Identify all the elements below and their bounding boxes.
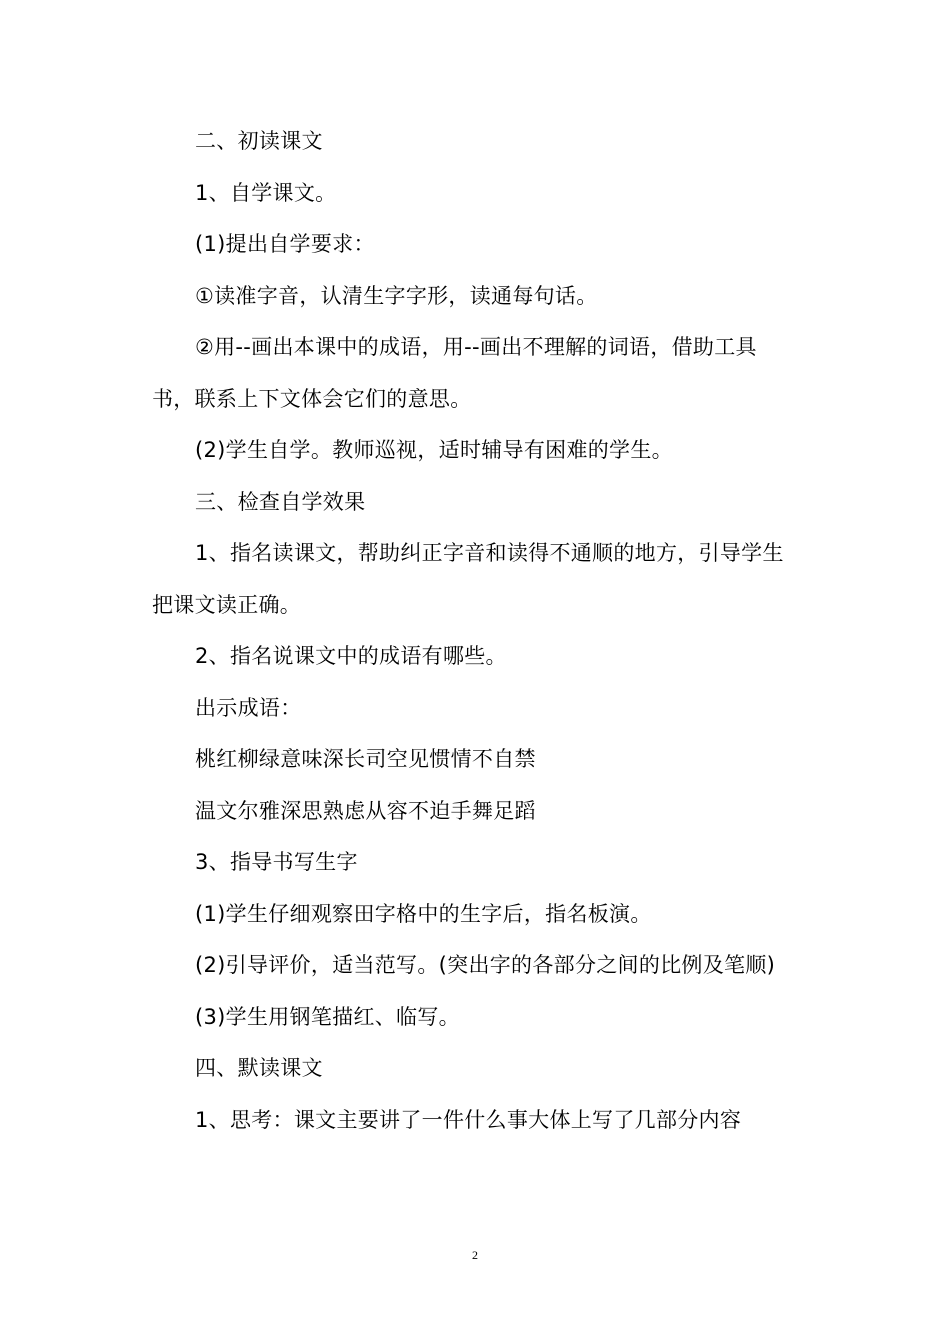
section-heading-silent-reading: 四、默读课文 bbox=[195, 1056, 323, 1080]
paragraph-requirement-1: ①读准字音，认清生字字形，读通每句话。 bbox=[195, 283, 598, 308]
paragraph-observe-characters: (1)学生仔细观察田字格中的生字后，指名板演。 bbox=[195, 901, 652, 926]
paragraph-trace: (3)学生用钢笔描红、临写。 bbox=[195, 1004, 460, 1029]
paragraph-read-aloud: 1、指名读课文，帮助纠正字音和读得不通顺的地方，引导学生把课文读正确。 bbox=[152, 541, 784, 617]
idiom-list-2: 温文尔雅深思熟虑从容不迫手舞足蹈 bbox=[195, 798, 536, 823]
paragraph-idioms-question: 2、指名说课文中的成语有哪些。 bbox=[195, 644, 507, 668]
idiom-list-1: 桃红柳绿意味深长司空见惯情不自禁 bbox=[195, 747, 536, 771]
document-body bbox=[152, 116, 792, 1146]
section-heading-check: 三、检查自学效果 bbox=[195, 489, 366, 514]
section-heading-first-reading: 二、初读课文 bbox=[195, 129, 323, 153]
paragraph-evaluate: (2)引导评价，适当范写。(突出字的各部分之间的比例及笔顺) bbox=[195, 953, 776, 977]
paragraph-student-study: (2)学生自学。教师巡视，适时辅导有困难的学生。 bbox=[195, 438, 673, 462]
paragraph-requirement-2: ②用--画出本课中的成语，用--画出不理解的词语，借助工具书，联系上下文体会它们的意思。 bbox=[152, 335, 757, 411]
paragraph-requirements: (1)提出自学要求： bbox=[195, 232, 375, 256]
paragraph-self-study: 1、自学课文。 bbox=[195, 180, 337, 205]
paragraph-show-idioms: 出示成语： bbox=[195, 695, 302, 720]
page-number: 2 bbox=[472, 1248, 478, 1262]
paragraph-think: 1、思考：课文主要讲了一件什么事大体上写了几部分内容 bbox=[195, 1107, 742, 1132]
paragraph-writing-guidance: 3、指导书写生字 bbox=[195, 850, 358, 874]
